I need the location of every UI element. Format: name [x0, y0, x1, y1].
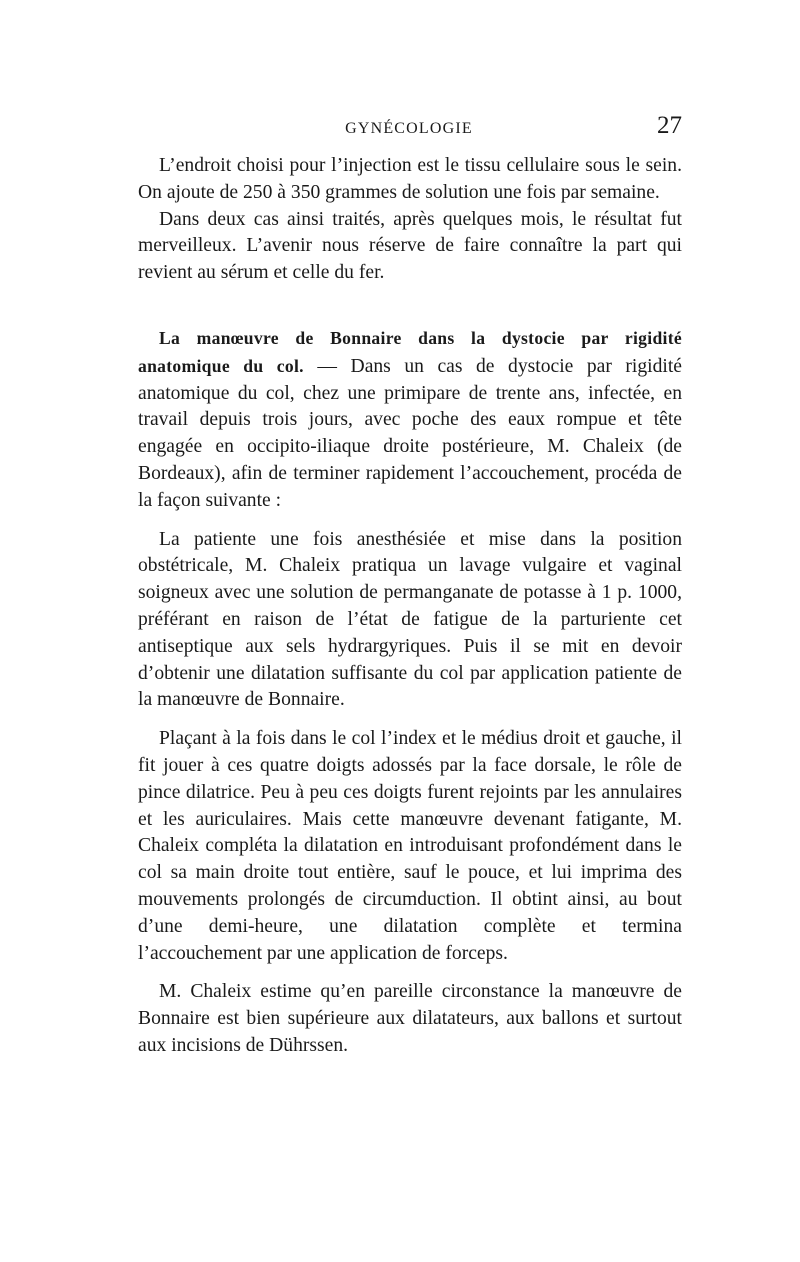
paragraph-bonnaire-case-text: — Dans un cas de dystocie par rigidité anatomique du col, chez une primipare de trente ans, infectée, en travail depuis trois jours, avec poche des eaux rompue et tête engagée en occipito-iliaque droite postérieure, M. Chaleix (de Bordeaux), afin de terminer rapidement l’accouchement, procéda de la façon suivante : [138, 355, 683, 511]
paragraph-anesthesia: La patiente une fois anesthésiée et mise dans la position obstétricale, M. Chaleix pratiqua un lavage vulgaire et vaginal soigneux avec une solution de permanganate de potasse à 1 p. 1000, préférant en raison de l’état de fatigue de la parturiente cet antiseptique aux sels hydrargyriques. Puis il se mit en devoir d’obtenir une dilatation suffisante du col par application patiente de la manœuvre de Bonnaire. [138, 528, 682, 711]
paragraph-bonnaire-case [138, 325, 682, 515]
page-number: 27 [657, 112, 682, 139]
section-heading: La manœuvre de Bonnaire dans la dystocie par rigidité anatomique du col. [138, 327, 682, 376]
paragraph-conclusion: M. Chaleix estime qu’en pareille circonstance la manœuvre de Bonnaire est bien supérieure aux dilatateurs, aux ballons et surtout aux incisions de Dührssen. [138, 981, 682, 1056]
paragraph-results: Dans deux cas ainsi traités, après quelques mois, le résultat fut merveilleux. L’avenir nous réserve de faire connaître la part qui revient au sérum et celle du fer. [138, 208, 682, 284]
paragraph-dilatation: Plaçant à la fois dans le col l’index et le médius droit et gauche, il fit jouer à ces quatre doigts adossés par la face dorsale, le rôle de pince dilatrice. Peu à peu ces doigts furent rejoints par les annulaires et les auriculaires. Mais cette manœuvre devenant fatigante, M. Chaleix compléta la dilatation en introduisant profondément dans le col sa main droite tout entière, sauf le pouce, et lui imprima des mouvements prolongés de circumduction. Il obtint ainsi, au bout d’une demi-heure, une dilatation complète et termina l’accouchement par une application de forceps. [138, 728, 682, 964]
body-text [138, 153, 682, 1060]
running-head [136, 112, 682, 144]
paragraph-serum-injection: L’endroit choisi pour l’injection est le tissu cellulaire sous le sein. On ajoute de 250 à 350 grammes de solution une fois par semaine. [138, 155, 682, 203]
running-title: GYNÉCOLOGIE [345, 120, 473, 137]
